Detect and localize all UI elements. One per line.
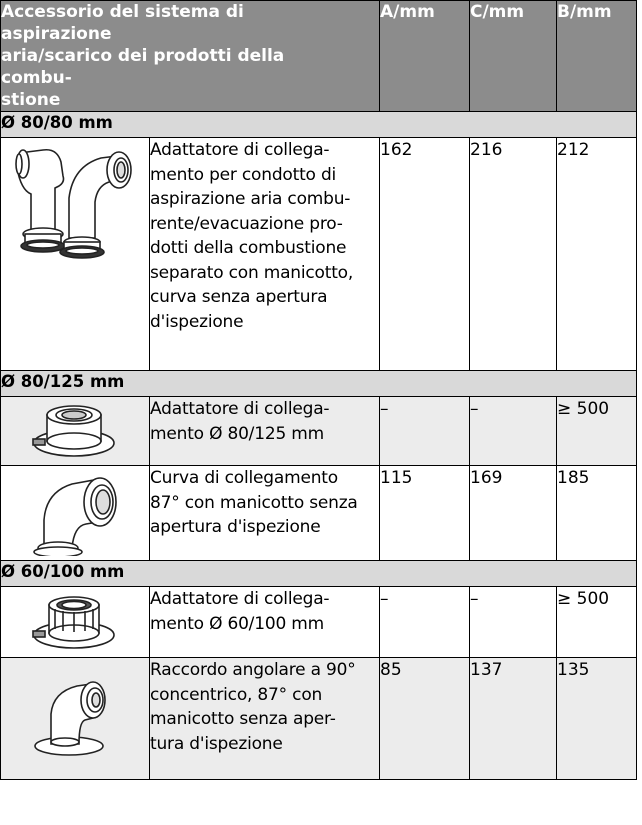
concentric-adapter-small-icon bbox=[29, 591, 119, 653]
header-accessory: Accessorio del sistema di aspirazione aria/scarico dei prodotti della combu- stione bbox=[1, 1, 380, 112]
value-a: – bbox=[380, 587, 470, 658]
group-title: Ø 80/80 mm bbox=[1, 112, 637, 138]
table-row bbox=[1, 658, 637, 780]
twin-elbow-adapter-icon bbox=[9, 142, 139, 262]
header-c: C/mm bbox=[470, 1, 557, 112]
product-image-cell bbox=[1, 466, 150, 561]
table-row bbox=[1, 587, 637, 658]
value-b: 135 bbox=[557, 658, 637, 780]
value-c: – bbox=[470, 587, 557, 658]
value-a: 85 bbox=[380, 658, 470, 780]
item-description: Adattatore di collega- mento per condotto di aspirazione aria combu- rente/evacuazione pro- dotti della combustione separato con manicotto, curva senza apertura d'ispezione bbox=[150, 138, 380, 371]
table-header-row bbox=[1, 1, 637, 112]
value-b: 212 bbox=[557, 138, 637, 371]
product-image-cell bbox=[1, 138, 150, 371]
value-b: ≥ 500 bbox=[557, 587, 637, 658]
table-row bbox=[1, 466, 637, 561]
item-description: Adattatore di collega- mento Ø 60/100 mm bbox=[150, 587, 380, 658]
group-row-60-100 bbox=[1, 561, 637, 587]
group-title: Ø 80/125 mm bbox=[1, 371, 637, 397]
value-a: 115 bbox=[380, 466, 470, 561]
table-row bbox=[1, 397, 637, 466]
group-row-80-125 bbox=[1, 371, 637, 397]
value-b: ≥ 500 bbox=[557, 397, 637, 466]
item-description: Adattatore di collega- mento Ø 80/125 mm bbox=[150, 397, 380, 466]
connection-bend-icon bbox=[24, 470, 124, 556]
value-a: – bbox=[380, 397, 470, 466]
item-description: Raccordo angolare a 90° concentrico, 87° con manicotto senza aper- tura d'ispezione bbox=[150, 658, 380, 780]
group-row-80-80 bbox=[1, 112, 637, 138]
product-image-cell bbox=[1, 658, 150, 780]
product-image-cell bbox=[1, 397, 150, 466]
value-c: 216 bbox=[470, 138, 557, 371]
value-c: 169 bbox=[470, 466, 557, 561]
angle-fitting-icon bbox=[29, 662, 119, 758]
concentric-adapter-icon bbox=[29, 401, 119, 461]
value-a: 162 bbox=[380, 138, 470, 371]
header-b: B/mm bbox=[557, 1, 637, 112]
group-title: Ø 60/100 mm bbox=[1, 561, 637, 587]
value-c: 137 bbox=[470, 658, 557, 780]
product-image-cell bbox=[1, 587, 150, 658]
value-b: 185 bbox=[557, 466, 637, 561]
value-c: – bbox=[470, 397, 557, 466]
item-description: Curva di collegamento 87° con manicotto senza apertura d'ispezione bbox=[150, 466, 380, 561]
table-row bbox=[1, 138, 637, 371]
header-a: A/mm bbox=[380, 1, 470, 112]
